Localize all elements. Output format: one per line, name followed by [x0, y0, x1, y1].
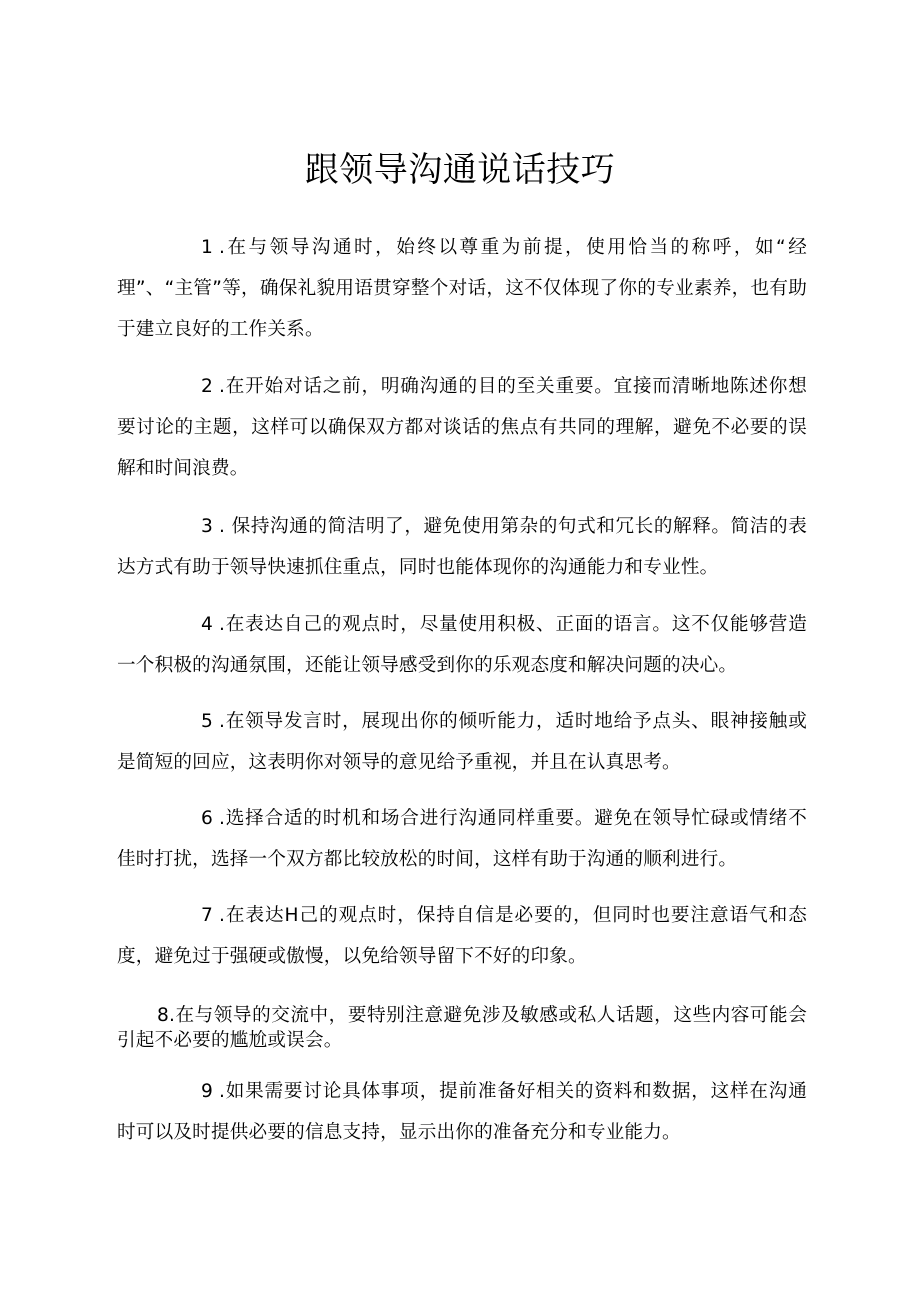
- paragraph-text: 8.在与领导的交流中，要特别注意避免涉及敏感或私人话题，这些内容可能会引起不必要的尴尬或误会。: [117, 1005, 807, 1051]
- paragraph-number: 9: [201, 1081, 214, 1102]
- paragraph-text: .在与领导沟通时，始终以尊重为前提，使用恰当的称呼，如“经理”、“主管”等，确保礼貌用语贯穿整个对话，这不仅体现了你的专业素养，也有助于建立良好的工作关系。: [117, 237, 807, 340]
- paragraph-5: [117, 701, 807, 783]
- paragraph-number: 7: [201, 905, 214, 926]
- paragraph-text: .如果需要讨论具体事项，提前准备好相关的资料和数据，这样在沟通时可以及时提供必要的信息支持，显示出你的准备充分和专业能力。: [117, 1081, 807, 1143]
- paragraph-number: 4: [201, 614, 214, 635]
- paragraph-number: 6: [201, 808, 214, 829]
- paragraph-8: [117, 1003, 807, 1053]
- paragraph-6: [117, 798, 807, 880]
- paragraph-9: [117, 1071, 807, 1153]
- document-title: 跟领导沟通说话技巧: [304, 149, 616, 190]
- paragraph-text: .在领导发言时，展现出你的倾听能力，适时地给予点头、眼神接触或是简短的回应，这表明你对领导的意见给予重视，并且在认真思考。: [117, 711, 807, 773]
- paragraph-text: .在开始对话之前，明确沟通的目的至关重要。宜接而清晰地陈述你想要讨论的主题，这样可以确保双方都对谈话的焦点有共同的理解，避免不必要的误解和时间浪费。: [117, 376, 807, 479]
- paragraph-1: [117, 227, 807, 350]
- paragraph-text: .选择合适的时机和场合进行沟通同样重要。避免在领导忙碌或情绪不佳时打扰，选择一个双方都比较放松的时间，这样有助于沟通的顺利进行。: [117, 808, 807, 870]
- paragraph-4: [117, 604, 807, 686]
- paragraph-number: 1: [201, 237, 214, 258]
- paragraph-text: .在表达自己的观点时，尽量使用积极、正面的语言。这不仅能够营造一个积极的沟通氛围，还能让领导感受到你的乐观态度和解决问题的决心。: [117, 614, 807, 676]
- paragraph-7: [117, 895, 807, 977]
- paragraph-2: [117, 366, 807, 489]
- paragraph-number: 5: [201, 711, 214, 732]
- paragraph-number: 2: [201, 376, 214, 397]
- paragraph-text: . 保持沟通的简洁明了，避免使用第杂的句式和冗长的解释。简洁的表达方式有助于领导快速抓住重点，同时也能体现你的沟通能力和专业性。: [117, 516, 807, 578]
- paragraph-text: .在表达H己的观点时，保持自信是必要的，但同时也要注意语气和态度，避免过于强硬或傲慢，以免给领导留下不好的印象。: [117, 905, 807, 967]
- paragraph-3: [117, 506, 807, 588]
- paragraph-number: 3: [201, 516, 214, 537]
